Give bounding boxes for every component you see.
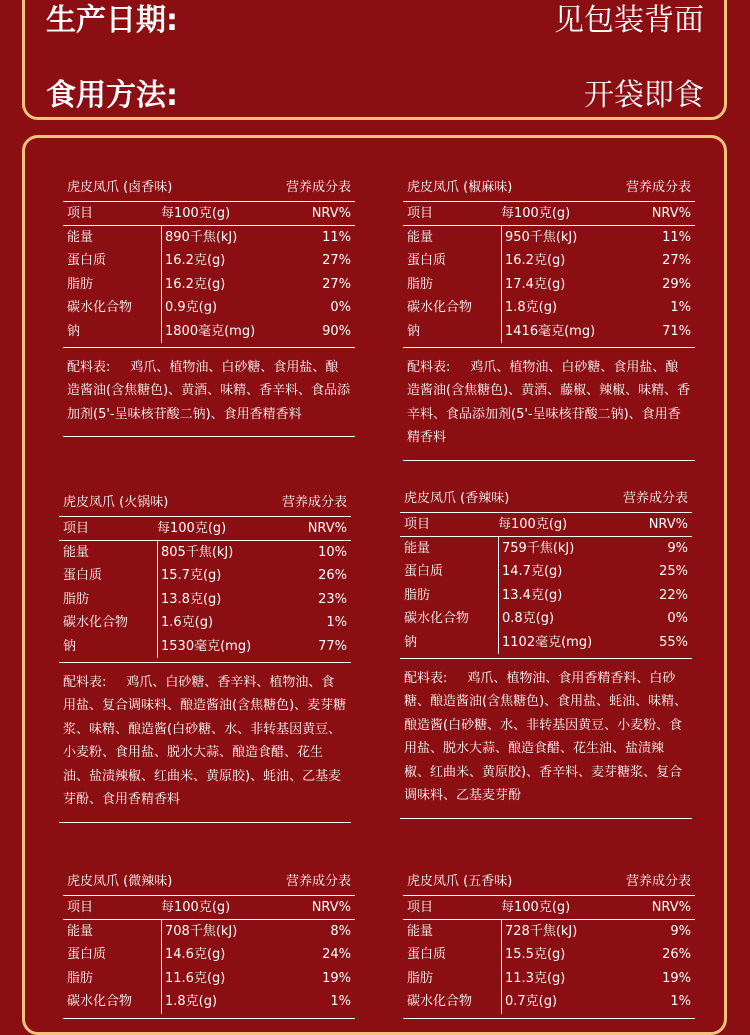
nutrient-rows (59, 541, 351, 663)
nutrient-nrv: 26% (662, 947, 691, 963)
nutrient-amount: 1.8克(g) (501, 296, 641, 319)
product-name: 虎皮凤爪 (椒麻味) (407, 180, 513, 195)
table-row (403, 920, 695, 943)
col-item: 项目 (63, 521, 90, 536)
nutrient-amount: 15.7克(g) (157, 564, 297, 587)
nutrient-amount: 1.8克(g) (161, 990, 301, 1013)
column-headers (63, 202, 355, 226)
table-row (403, 249, 695, 272)
nutrient-amount: 708千焦(kJ) (161, 920, 301, 943)
panel-header (400, 485, 692, 513)
nutrient-nrv: 22% (659, 587, 688, 603)
nutrient-nrv: 1% (330, 994, 351, 1010)
table-row (403, 943, 695, 966)
col-nrv: NRV% (651, 900, 691, 915)
nutrient-nrv: 9% (670, 924, 691, 939)
nutrient-name: 钠 (63, 638, 77, 654)
table-title: 营养成分表 (285, 874, 351, 889)
col-per100: 每100克(g) (157, 521, 227, 536)
nutrient-amount: 1530毫克(mg) (157, 635, 297, 658)
ingredients-text: 鸡爪、植物油、食用香精香料、白砂糖、酿造酱油(含焦糖色)、食用盐、蚝油、味精、酿造酱(白砂糖、水、非转基因黄豆、小麦粉、食用盐、脱水大蒜、酿造食醋、花生油、盐渍辣椒、红曲米、黄原胶)、香辛料、麦芽糖浆、复合调味料、乙基麦芽酚 (404, 670, 688, 804)
nutrient-name: 钠 (404, 634, 418, 650)
column-headers (403, 202, 695, 226)
panel-header (63, 174, 355, 202)
nutrient-name: 碳水化合物 (404, 611, 470, 627)
table-row (59, 588, 351, 611)
table-row (59, 611, 351, 634)
nutrient-nrv: 29% (662, 276, 691, 292)
usage-label: 食用方法: (46, 78, 178, 113)
nutrient-nrv: 27% (322, 253, 351, 269)
product-name: 虎皮凤爪 (香辣味) (404, 491, 510, 506)
nutrient-nrv: 25% (659, 564, 688, 580)
nutrient-amount: 759千焦(kJ) (498, 537, 638, 560)
nutrient-name: 蛋白质 (407, 253, 447, 269)
nutrient-name: 蛋白质 (404, 564, 444, 580)
nutrient-name: 碳水化合物 (407, 994, 473, 1010)
nutrient-amount: 14.7克(g) (498, 560, 638, 583)
nutrient-nrv: 8% (330, 924, 351, 939)
table-row (400, 560, 692, 583)
nutrient-nrv: 0% (330, 300, 351, 316)
col-per100: 每100克(g) (161, 900, 231, 915)
usage-row (46, 70, 704, 114)
ingredients-block (403, 348, 695, 461)
table-row (63, 920, 355, 943)
nutrient-nrv: 24% (322, 947, 351, 963)
nutrient-name: 碳水化合物 (67, 300, 133, 316)
nutrient-nrv: 1% (326, 615, 347, 631)
ingredients-block (63, 348, 355, 438)
column-headers (63, 896, 355, 920)
col-per100: 每100克(g) (501, 206, 571, 221)
col-item: 项目 (67, 206, 94, 221)
product-name: 虎皮凤爪 (微辣味) (67, 874, 173, 889)
table-row (403, 967, 695, 990)
nutrient-nrv: 11% (662, 230, 691, 245)
nutrient-nrv: 0% (667, 611, 688, 627)
table-row (63, 943, 355, 966)
table-title: 营养成分表 (285, 180, 351, 195)
nutrition-card (22, 135, 727, 1035)
col-nrv: NRV% (648, 517, 688, 532)
nutrient-rows (403, 920, 695, 1019)
ingredients-label: 配料表: (404, 670, 448, 686)
col-item: 项目 (407, 206, 434, 221)
nutrient-amount: 14.6克(g) (161, 943, 301, 966)
nutrient-name: 脂肪 (63, 591, 90, 607)
panel-header (59, 489, 351, 517)
col-nrv: NRV% (311, 206, 351, 221)
table-row (403, 226, 695, 249)
table-title: 营养成分表 (625, 180, 691, 195)
col-per100: 每100克(g) (501, 900, 571, 915)
nutrient-amount: 0.8克(g) (498, 607, 638, 630)
nutrient-name: 脂肪 (407, 276, 434, 292)
ingredients-label: 配料表: (63, 674, 107, 690)
nutrient-name: 蛋白质 (67, 253, 107, 269)
nutrition-panel-luxiang (63, 174, 355, 437)
nutrient-amount: 0.7克(g) (501, 990, 641, 1013)
nutrient-amount: 728千焦(kJ) (501, 920, 641, 943)
nutrition-panel-xiangla (400, 485, 692, 819)
nutrient-rows (403, 226, 695, 348)
col-item: 项目 (404, 517, 431, 532)
nutrient-nrv: 1% (670, 994, 691, 1010)
table-row (403, 990, 695, 1013)
table-row (59, 635, 351, 658)
nutrient-nrv: 19% (662, 970, 691, 986)
nutrient-rows (400, 537, 692, 659)
table-title: 营养成分表 (625, 874, 691, 889)
nutrient-nrv: 19% (322, 970, 351, 986)
nutrient-amount: 1800毫克(mg) (161, 320, 301, 343)
nutrient-name: 能量 (407, 924, 434, 939)
nutrient-name: 能量 (67, 924, 94, 939)
table-title: 营养成分表 (281, 495, 347, 510)
nutrient-nrv: 26% (318, 568, 347, 584)
ingredients-text: 鸡爪、植物油、白砂糖、食用盐、酿造酱油(含焦糖色)、黄酒、味精、香辛料、食品添加剂(5'-呈味核苷酸二钠)、食用香精香料 (67, 359, 351, 422)
nutrient-amount: 890千焦(kJ) (161, 226, 301, 249)
nutrient-name: 能量 (404, 541, 431, 556)
ingredients-label: 配料表: (67, 359, 111, 375)
nutrient-name: 能量 (67, 230, 94, 245)
table-row (63, 273, 355, 296)
nutrient-rows (63, 920, 355, 1019)
nutrient-rows (63, 226, 355, 348)
nutrient-amount: 950千焦(kJ) (501, 226, 641, 249)
nutrient-name: 脂肪 (404, 587, 431, 603)
nutrient-nrv: 27% (662, 253, 691, 269)
nutrient-amount: 1.6克(g) (157, 611, 297, 634)
col-nrv: NRV% (651, 206, 691, 221)
usage-value: 开袋即食 (584, 78, 704, 113)
col-item: 项目 (67, 900, 94, 915)
production-date-label: 生产日期: (46, 3, 178, 38)
table-row (59, 541, 351, 564)
production-date-row (46, 0, 704, 39)
column-headers (403, 896, 695, 920)
nutrient-name: 脂肪 (67, 970, 94, 986)
nutrient-name: 能量 (407, 230, 434, 245)
nutrient-name: 碳水化合物 (63, 615, 129, 631)
ingredients-block (400, 659, 692, 819)
column-headers (400, 513, 692, 537)
nutrient-name: 蛋白质 (63, 568, 103, 584)
nutrition-panel-jiaoma (403, 174, 695, 461)
col-item: 项目 (407, 900, 434, 915)
nutrient-name: 脂肪 (67, 276, 94, 292)
nutrient-amount: 16.2克(g) (161, 249, 301, 272)
nutrient-amount: 11.6克(g) (161, 967, 301, 990)
ingredients-block (59, 663, 351, 823)
product-name: 虎皮凤爪 (卤香味) (67, 180, 173, 195)
nutrient-name: 钠 (407, 323, 421, 339)
nutrient-amount: 11.3克(g) (501, 967, 641, 990)
nutrient-name: 蛋白质 (407, 947, 447, 963)
nutrient-nrv: 77% (318, 638, 347, 654)
column-headers (59, 517, 351, 541)
table-row (400, 631, 692, 654)
nutrient-nrv: 10% (318, 545, 347, 560)
product-name: 虎皮凤爪 (火锅味) (63, 495, 169, 510)
nutrient-amount: 17.4克(g) (501, 273, 641, 296)
nutrient-amount: 1416毫克(mg) (501, 320, 641, 343)
nutrient-amount: 13.8克(g) (157, 588, 297, 611)
nutrient-nrv: 1% (670, 300, 691, 316)
panel-header (403, 174, 695, 202)
nutrient-name: 碳水化合物 (67, 994, 133, 1010)
nutrient-amount: 805千焦(kJ) (157, 541, 297, 564)
table-row (400, 607, 692, 630)
nutrient-nrv: 11% (322, 230, 351, 245)
table-row (400, 537, 692, 560)
table-row (403, 273, 695, 296)
panel-header (63, 868, 355, 896)
nutrient-name: 脂肪 (407, 970, 434, 986)
ingredients-label: 配料表: (407, 359, 451, 375)
table-row (63, 967, 355, 990)
nutrition-panel-weila (63, 868, 355, 1019)
nutrition-panel-wuxiang (403, 868, 695, 1019)
nutrient-nrv: 71% (662, 323, 691, 339)
production-date-value: 见包装背面 (554, 3, 704, 38)
nutrient-name: 钠 (67, 323, 81, 339)
nutrient-name: 碳水化合物 (407, 300, 473, 316)
nutrient-nrv: 27% (322, 276, 351, 292)
ingredients-text: 鸡爪、白砂糖、香辛料、植物油、食用盐、复合调味料、酿造酱油(含焦糖色)、麦芽糖浆、味精、酿造酱(白砂糖、水、非转基因黄豆、小麦粉、食用盐、脱水大蒜、酿造食醋、花生油、盐渍辣椒、红曲米、黄原胶)、蚝油、乙基麦芽酚、食用香精香料 (63, 674, 347, 808)
panel-header (403, 868, 695, 896)
nutrient-amount: 13.4克(g) (498, 584, 638, 607)
table-row (403, 320, 695, 343)
table-row (63, 226, 355, 249)
nutrient-nrv: 9% (667, 541, 688, 556)
table-row (403, 296, 695, 319)
nutrient-name: 蛋白质 (67, 947, 107, 963)
table-row (63, 296, 355, 319)
nutrient-amount: 16.2克(g) (161, 273, 301, 296)
nutrient-amount: 16.2克(g) (501, 249, 641, 272)
nutrient-amount: 0.9克(g) (161, 296, 301, 319)
nutrient-name: 能量 (63, 545, 90, 560)
product-name: 虎皮凤爪 (五香味) (407, 874, 513, 889)
col-nrv: NRV% (307, 521, 347, 536)
table-title: 营养成分表 (622, 491, 688, 506)
nutrient-nrv: 23% (318, 591, 347, 607)
nutrient-nrv: 55% (659, 634, 688, 650)
ingredients-text: 鸡爪、植物油、白砂糖、食用盐、酿造酱油(含焦糖色)、黄酒、藤椒、辣椒、味精、香辛料、食品添加剂(5'-呈味核苷酸二钠)、食用香精香料 (407, 359, 691, 446)
table-row (63, 990, 355, 1013)
col-per100: 每100克(g) (498, 517, 568, 532)
table-row (63, 320, 355, 343)
table-row (400, 584, 692, 607)
nutrition-panel-huoguo (59, 489, 351, 823)
col-nrv: NRV% (311, 900, 351, 915)
nutrient-amount: 15.5克(g) (501, 943, 641, 966)
col-per100: 每100克(g) (161, 206, 231, 221)
nutrient-nrv: 90% (322, 323, 351, 339)
nutrient-amount: 1102毫克(mg) (498, 631, 638, 654)
table-row (63, 249, 355, 272)
table-row (59, 564, 351, 587)
